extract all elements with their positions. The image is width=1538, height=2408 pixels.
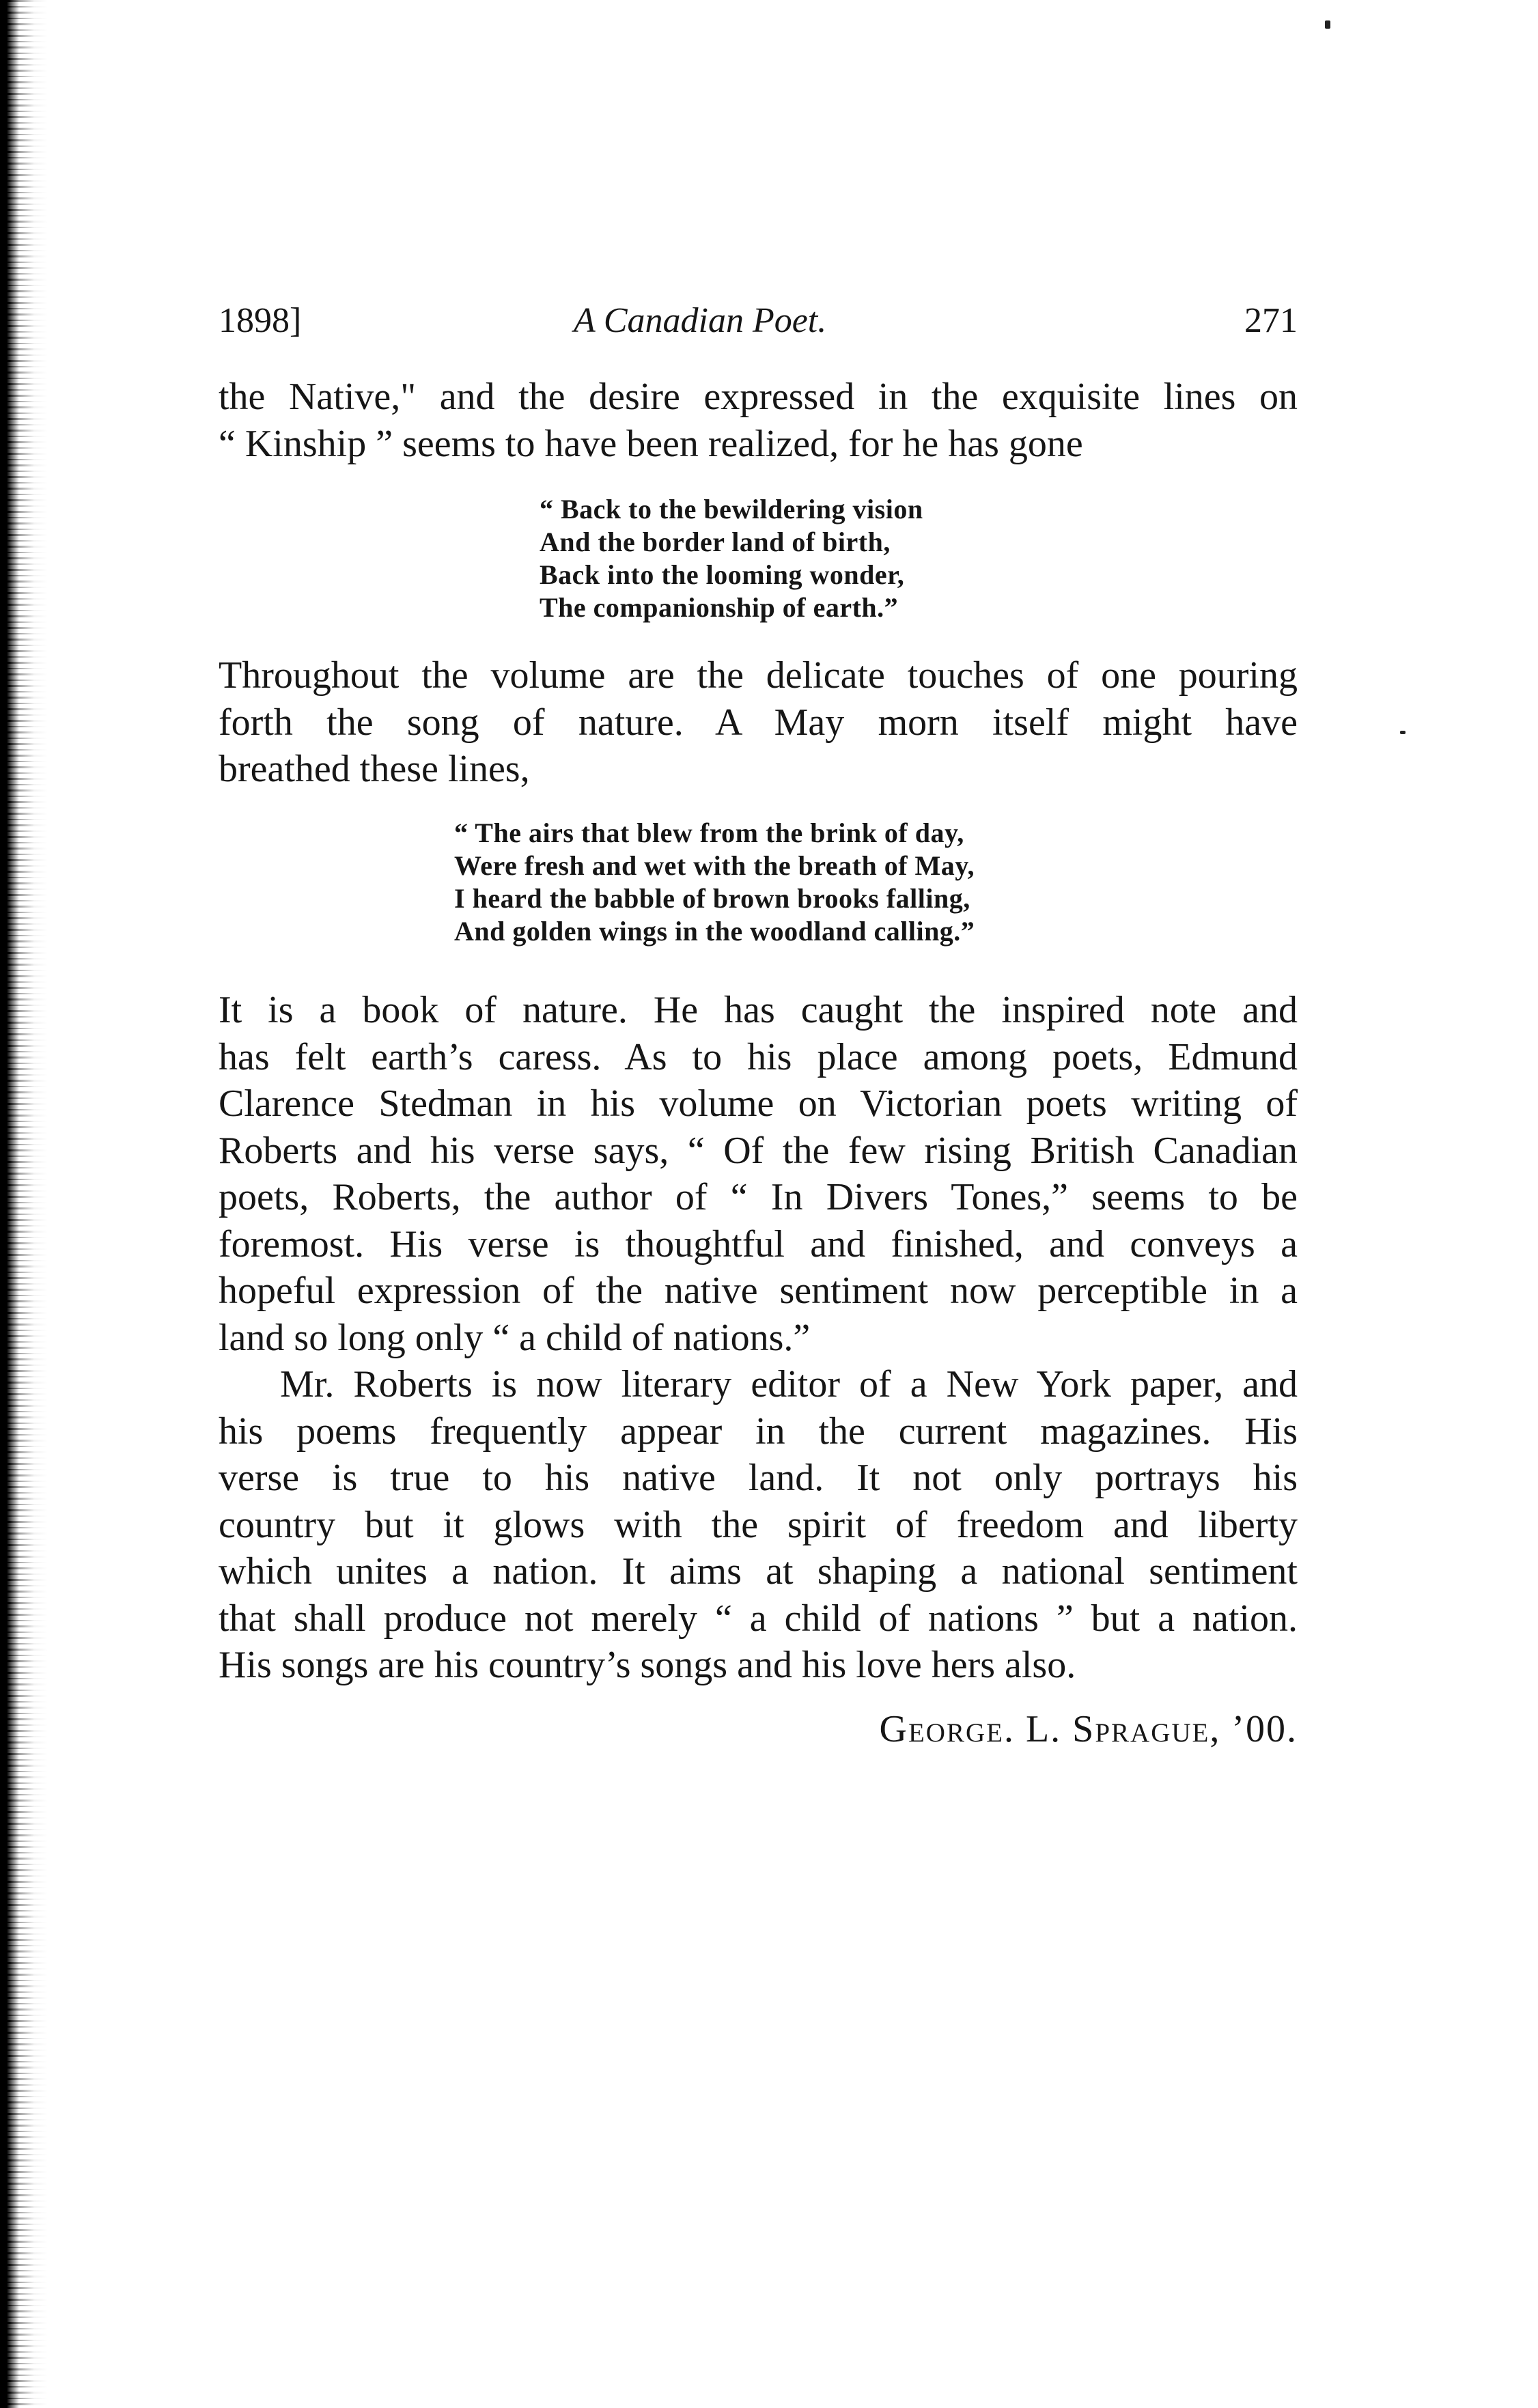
text-line: breathed these lines, [219, 748, 530, 790]
text-line: It is a book of nature. He has caught the inspired note and [219, 989, 1298, 1031]
text-line: land so long only “ a child of nations.” [219, 1316, 811, 1359]
verse-line: And the border land of birth, [540, 527, 891, 557]
scan-speck [1325, 20, 1330, 29]
verse-line: I heard the babble of brown brooks falling, [454, 883, 970, 914]
text-line: Mr. Roberts is now literary editor of a New York paper, and [280, 1363, 1298, 1405]
verse-line: “ The airs that blew from the brink of day, [454, 817, 964, 848]
text-line: the Native," and the desire expressed in the exquisite lines on [219, 376, 1298, 418]
verse-line: “ Back to the bewildering vision [540, 494, 923, 524]
text-line: foremost. His verse is thoughtful and finished, and conveys a [219, 1222, 1298, 1265]
text-line: poets, Roberts, the author of “ In Divers Tones,” seems to be [219, 1176, 1298, 1218]
paragraph-1 [219, 374, 1298, 467]
text-line: which unites a nation. It aims at shaping a national sentiment [219, 1550, 1298, 1593]
verse-line: Back into the looming wonder, [540, 559, 905, 590]
verse-quote-1 [540, 493, 923, 624]
verse-line: The companionship of earth.” [540, 592, 899, 623]
verse-line: Were fresh and wet with the breath of May, [454, 850, 975, 881]
text-line: his poems frequently appear in the current magazines. His [219, 1410, 1298, 1453]
text-line: that shall produce not merely “ a child of nations ” but a nation. [219, 1597, 1298, 1640]
text-line: Roberts and his verse says, “ Of the few rising British Canadian [219, 1129, 1298, 1172]
verse-quote-2 [454, 817, 975, 948]
page-number: 271 [1244, 301, 1298, 340]
author-signature: George. L. Sprague, ’00. [879, 1708, 1298, 1750]
text-line: forth the song of nature. A May morn itself might have [219, 701, 1298, 744]
running-head-title: A Canadian Poet. [574, 301, 827, 340]
text-line: “ Kinship ” seems to have been realized, for he has gone [219, 422, 1083, 465]
text-line: has felt earth’s caress. As to his place among poets, Edmund [219, 1035, 1298, 1078]
text-line: Throughout the volume are the delicate touches of one pouring [219, 654, 1298, 697]
scan-speck [1400, 731, 1406, 734]
text-line: His songs are his country’s songs and his love hers also. [219, 1644, 1076, 1686]
paragraph-4 [219, 1361, 1298, 1689]
text-line: Clarence Stedman in his volume on Victorian poets writing of [219, 1082, 1298, 1125]
verse-line: And golden wings in the woodland calling.” [454, 916, 975, 947]
paragraph-2 [219, 652, 1298, 793]
book-gutter-shadow [0, 0, 48, 2408]
text-line: verse is true to his native land. It not only portrays his [219, 1457, 1298, 1499]
text-line: country but it glows with the spirit of freedom and liberty [219, 1503, 1298, 1546]
running-head-year: 1898] [219, 301, 302, 340]
paragraph-3 [219, 987, 1298, 1361]
running-head [219, 300, 1298, 355]
text-line: hopeful expression of the native sentiment now perceptible in a [219, 1270, 1298, 1312]
